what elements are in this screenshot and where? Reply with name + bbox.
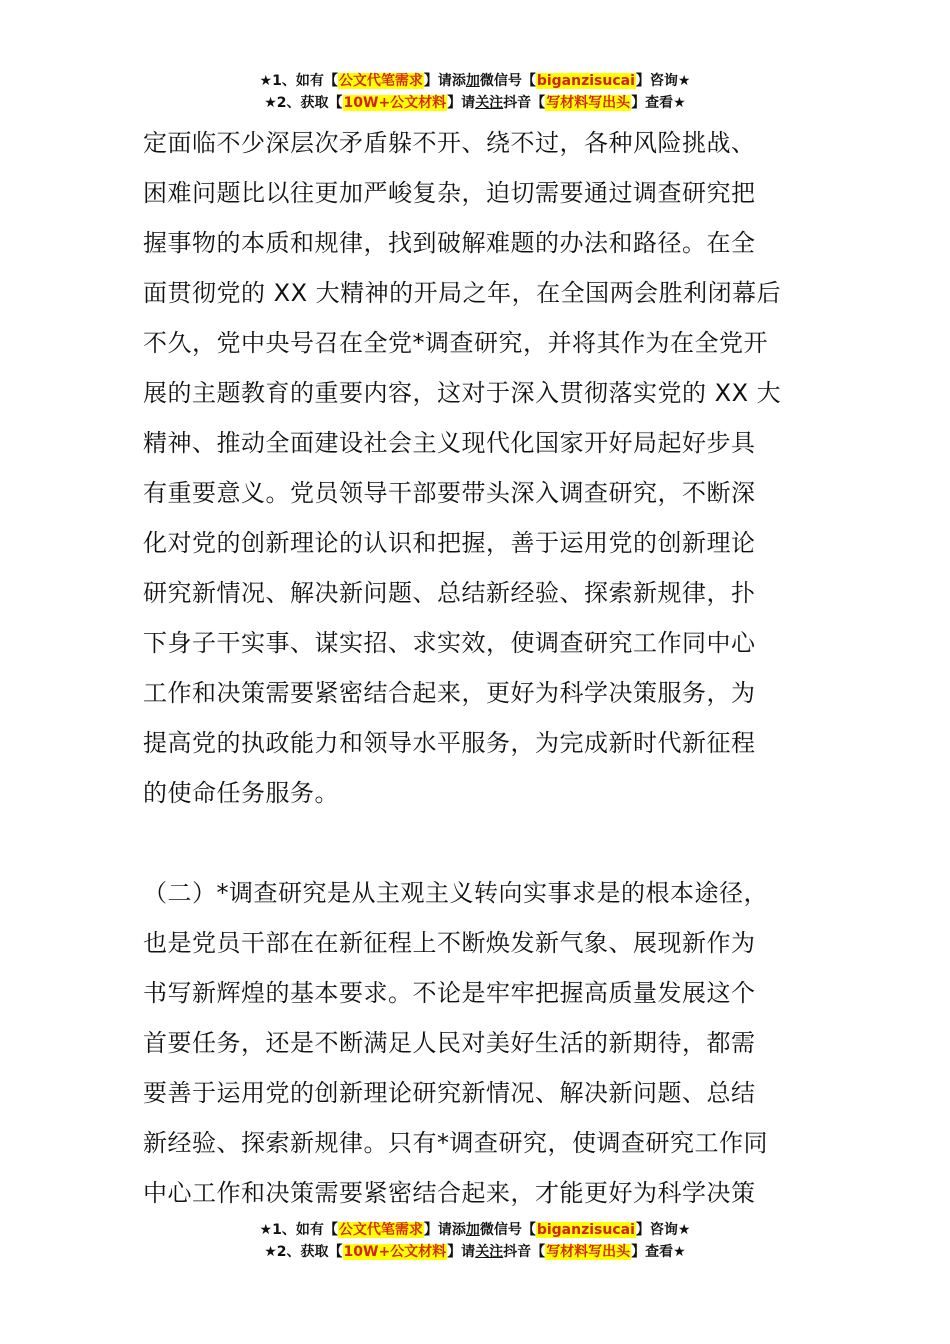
highlight-douyin-id: 写材料写出头 — [546, 95, 631, 111]
text-line: 提高党的执政能力和领导水平服务，为完成新时代新征程 — [143, 729, 756, 757]
text-line: 也是党员干部在在新征程上不断焕发新气象、展现新作为 — [143, 929, 756, 957]
banner-underlined: 关注 — [475, 95, 504, 111]
text-line: 展的主题教育的重要内容，这对于深入贯彻落实党的 XX 大 — [143, 379, 782, 407]
text-line: 书写新辉煌的基本要求。不论是牢牢把握高质量发展这个 — [143, 979, 756, 1007]
banner-text: 微信号【 — [479, 1222, 536, 1238]
text-line: 中心工作和决策需要紧密结合起来，才能更好为科学决策 — [143, 1179, 756, 1207]
highlight-materials: 10W+公文材料 — [343, 1244, 447, 1260]
text-line: （二）*调查研究是从主观主义转向实事求是的根本途径， — [143, 879, 768, 907]
paragraph-1 — [143, 118, 813, 818]
banner-prefix: ★1、如有【 — [259, 1222, 338, 1238]
banner-prefix: ★2、获取【 — [264, 95, 343, 111]
document-body — [143, 118, 813, 1218]
text-line: 工作和决策需要紧密结合起来，更好为科学决策服务，为 — [143, 679, 756, 707]
banner-suffix: 】查看★ — [631, 1244, 686, 1260]
highlight-service: 公文代笔需求 — [338, 1222, 423, 1238]
highlight-service: 公文代笔需求 — [338, 73, 423, 89]
banner-line-2 — [0, 92, 950, 114]
text-line: 定面临不少深层次矛盾躲不开、绕不过，各种风险挑战、 — [143, 129, 756, 157]
text-line: 的使命任务服务。 — [143, 779, 339, 807]
highlight-wechat-id: biganzisucai — [536, 1222, 635, 1238]
text-line: 新经验、探索新规律。只有*调查研究，使调查研究工作同 — [143, 1129, 768, 1157]
text-line: 困难问题比以往更加严峻复杂，迫切需要通过调查研究把 — [143, 179, 756, 207]
banner-underlined: 关注 — [475, 1244, 504, 1260]
text-line: 精神、推动全面建设社会主义现代化国家开好局起好步具 — [143, 429, 756, 457]
banner-text: 】请 — [447, 1244, 476, 1260]
highlight-materials: 10W+公文材料 — [343, 95, 447, 111]
banner-text: 抖音【 — [503, 95, 546, 111]
text-line: 化对党的创新理论的认识和把握，善于运用党的创新理论 — [143, 529, 756, 557]
footer-banner — [0, 1219, 950, 1263]
text-line: 研究新情况、解决新问题、总结新经验、探索新规律，扑 — [143, 579, 756, 607]
banner-line-1 — [0, 1219, 950, 1241]
banner-suffix: 】咨询★ — [635, 1222, 691, 1238]
banner-suffix: 】查看★ — [631, 95, 686, 111]
highlight-wechat-id: biganzisucai — [536, 73, 635, 89]
banner-text: 微信号【 — [479, 73, 536, 89]
paragraph-2 — [143, 868, 813, 1218]
banner-text: 抖音【 — [503, 1244, 546, 1260]
text-line: 下身子干实事、谋实招、求实效，使调查研究工作同中心 — [143, 629, 756, 657]
text-line: 首要任务，还是不断满足人民对美好生活的新期待，都需 — [143, 1029, 756, 1057]
banner-prefix: ★1、如有【 — [259, 73, 338, 89]
banner-underlined: 加 — [465, 1222, 480, 1238]
text-line: 不久，党中央号召在全党*调查研究，并将其作为在全党开 — [143, 329, 768, 357]
header-banner — [0, 70, 950, 114]
text-line: 有重要意义。党员领导干部要带头深入调查研究，不断深 — [143, 479, 756, 507]
banner-prefix: ★2、获取【 — [264, 1244, 343, 1260]
banner-line-1 — [0, 70, 950, 92]
banner-text: 】请 — [447, 95, 476, 111]
banner-text: 】请添 — [423, 73, 466, 89]
text-line: 握事物的本质和规律，找到破解难题的办法和路径。在全 — [143, 229, 756, 257]
text-line: 要善于运用党的创新理论研究新情况、解决新问题、总结 — [143, 1079, 756, 1107]
banner-text: 】请添 — [423, 1222, 466, 1238]
text-line: 面贯彻党的 XX 大精神的开局之年，在全国两会胜利闭幕后 — [143, 279, 782, 307]
banner-underlined: 加 — [465, 73, 480, 89]
paragraph-gap — [143, 818, 813, 868]
banner-line-2 — [0, 1241, 950, 1263]
banner-suffix: 】咨询★ — [635, 73, 691, 89]
highlight-douyin-id: 写材料写出头 — [546, 1244, 631, 1260]
